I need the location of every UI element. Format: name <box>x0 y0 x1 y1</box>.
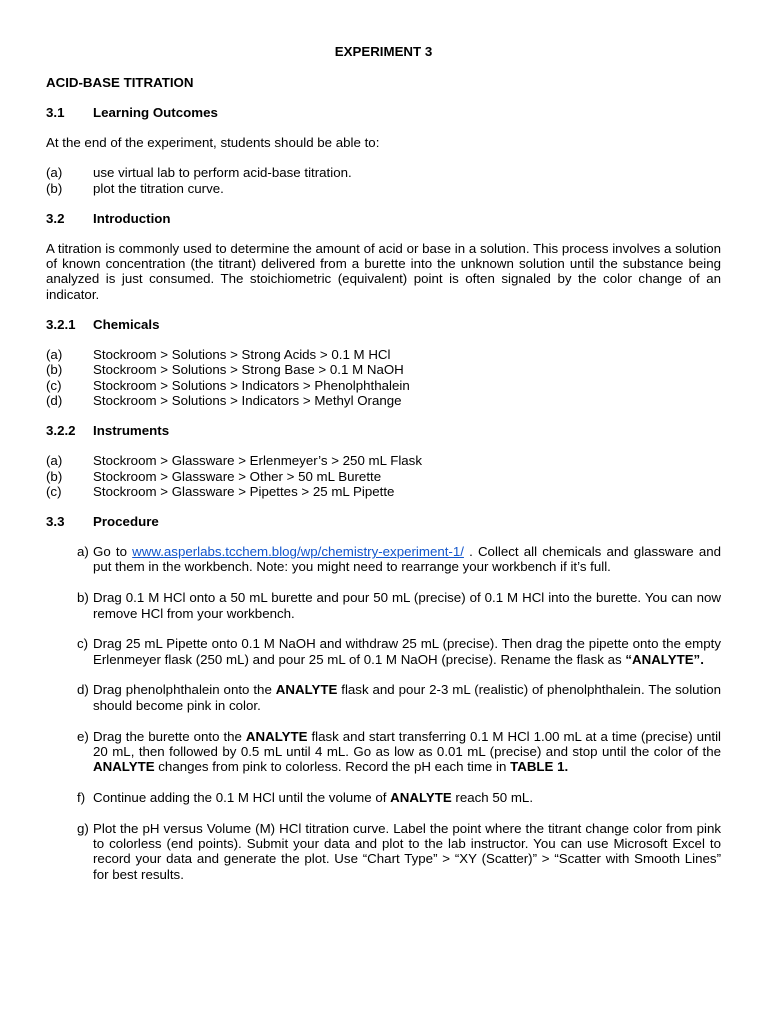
step-emphasis: ANALYTE <box>245 728 308 744</box>
list-text: plot the titration curve. <box>93 180 224 196</box>
step-label: b) <box>77 590 89 606</box>
list-item <box>46 165 721 180</box>
list-label: (c) <box>46 483 62 499</box>
document-subtitle: ACID-BASE TITRATION <box>46 75 194 90</box>
section-title: Procedure <box>93 514 159 530</box>
list-text: Stockroom > Solutions > Indicators > Phenolphthalein <box>93 377 410 393</box>
learning-outcomes-list <box>46 165 721 196</box>
step-text: changes from pink to colorless. Record the pH each time in <box>154 759 511 775</box>
introduction-paragraph: A titration is commonly used to determine the amount of acid or base in a solution. This process involves a solution of known concentration (the titrant) delivered from a burette into the unknown solution until the substance being analyzed is just consumed. The stoichiometric (equivalent) point is often signaled by the color change of an indicator. <box>46 240 721 302</box>
procedure-list <box>46 544 721 882</box>
list-text: Stockroom > Solutions > Indicators > Methyl Orange <box>93 392 402 408</box>
procedure-step-d <box>46 682 721 713</box>
section-title: Instruments <box>93 423 170 439</box>
list-item <box>46 393 721 408</box>
step-emphasis: ANALYTE <box>93 759 155 775</box>
section-title: Learning Outcomes <box>93 105 218 120</box>
procedure-step-f <box>46 790 721 805</box>
section-number: 3.1 <box>46 105 65 120</box>
step-label: c) <box>77 636 89 652</box>
step-label: f) <box>77 789 86 805</box>
step-text: Drag 25 mL Pipette onto 0.1 M NaOH and withdraw 25 mL (precise). Then drag the pipette onto the empty Erlenmeyer flask (250 mL) and pour 25 mL of 0.1 M NaOH (precise). Rename the flask as <box>93 636 721 667</box>
list-text: Stockroom > Glassware > Pipettes > 25 mL Pipette <box>93 483 395 499</box>
list-item <box>46 347 721 362</box>
list-label: (d) <box>46 392 63 408</box>
procedure-heading <box>46 514 721 529</box>
chemicals-list <box>46 347 721 408</box>
step-text: Drag the burette onto the <box>93 728 246 744</box>
section-number: 3.3 <box>46 514 65 530</box>
learning-intro: At the end of the experiment, students should be able to: <box>46 135 380 150</box>
introduction-heading <box>46 211 721 226</box>
step-text: Go to <box>93 544 133 560</box>
step-label: g) <box>77 820 89 836</box>
section-number: 3.2.2 <box>46 423 76 439</box>
list-label: (b) <box>46 362 63 378</box>
list-text: Stockroom > Solutions > Strong Acids > 0.1 M HCl <box>93 347 391 363</box>
list-label: (a) <box>46 453 63 469</box>
chemicals-heading <box>46 317 721 332</box>
learning-outcomes-heading <box>46 105 721 120</box>
step-emphasis: “ANALYTE”. <box>625 651 704 667</box>
list-text: use virtual lab to perform acid-base titration. <box>93 165 352 181</box>
list-item <box>46 484 721 499</box>
list-label: (b) <box>46 468 63 484</box>
step-text: Plot the pH versus Volume (M) HCl titration curve. Label the point where the titrant change color from pink to colorless (end points). Submit your data and plot to the lab instructor. You can use Microsoft Excel to record your data and generate the plot. Use “Chart Type” > “XY (Scatter)” > “Scatter with Smooth Lines” for best results. <box>93 820 721 882</box>
procedure-step-a <box>46 544 721 575</box>
section-number: 3.2 <box>46 210 65 226</box>
instruments-heading <box>46 423 721 438</box>
experiment-link[interactable]: www.asperlabs.tcchem.blog/wp/chemistry-experiment-1/ <box>132 544 464 560</box>
list-item <box>46 453 721 468</box>
instruments-list <box>46 453 721 499</box>
step-emphasis: TABLE 1. <box>510 759 569 775</box>
step-label: a) <box>77 544 89 560</box>
step-text: Drag phenolphthalein onto the <box>93 682 276 698</box>
step-text: . Collect all chemicals and glassware and put them in the workbench. Note: you might need to rearrange your workbench if it’s full. <box>93 544 721 575</box>
document-page <box>46 44 721 897</box>
step-text: reach 50 mL. <box>451 789 534 805</box>
procedure-step-b <box>46 590 721 621</box>
list-label: (b) <box>46 180 63 196</box>
step-text: Continue adding the 0.1 M HCl until the volume of <box>93 789 391 805</box>
procedure-step-g <box>46 821 721 882</box>
step-text: flask and pour 2-3 mL (realistic) of phenolphthalein. The solution should become pink in color. <box>93 682 721 713</box>
list-item <box>46 378 721 393</box>
step-label: e) <box>77 728 89 744</box>
list-label: (a) <box>46 165 63 181</box>
list-item <box>46 469 721 484</box>
list-text: Stockroom > Solutions > Strong Base > 0.1 M NaOH <box>93 362 404 378</box>
list-text: Stockroom > Glassware > Erlenmeyer’s > 250 mL Flask <box>93 453 422 469</box>
section-title: Introduction <box>93 210 171 226</box>
section-number: 3.2.1 <box>46 317 76 333</box>
step-text: Drag 0.1 M HCl onto a 50 mL burette and pour 50 mL (precise) of 0.1 M HCl into the burette. You can now remove HCl from your workbench. <box>93 590 721 621</box>
list-item <box>46 181 721 196</box>
section-title: Chemicals <box>93 317 160 333</box>
procedure-step-c <box>46 636 721 667</box>
procedure-step-e <box>46 729 721 775</box>
list-label: (a) <box>46 347 63 363</box>
list-item <box>46 362 721 377</box>
step-emphasis: ANALYTE <box>275 682 338 698</box>
step-label: d) <box>77 682 89 698</box>
step-text: flask and start transferring 0.1 M HCl 1.00 mL at a time (precise) until 20 mL, then followed by 0.5 mL until 4 mL. Go as low as 0.01 mL (precise) and stop until the color of the <box>93 728 721 759</box>
list-text: Stockroom > Glassware > Other > 50 mL Burette <box>93 468 382 484</box>
list-label: (c) <box>46 377 62 393</box>
step-emphasis: ANALYTE <box>390 789 452 805</box>
experiment-title: EXPERIMENT 3 <box>334 44 433 59</box>
